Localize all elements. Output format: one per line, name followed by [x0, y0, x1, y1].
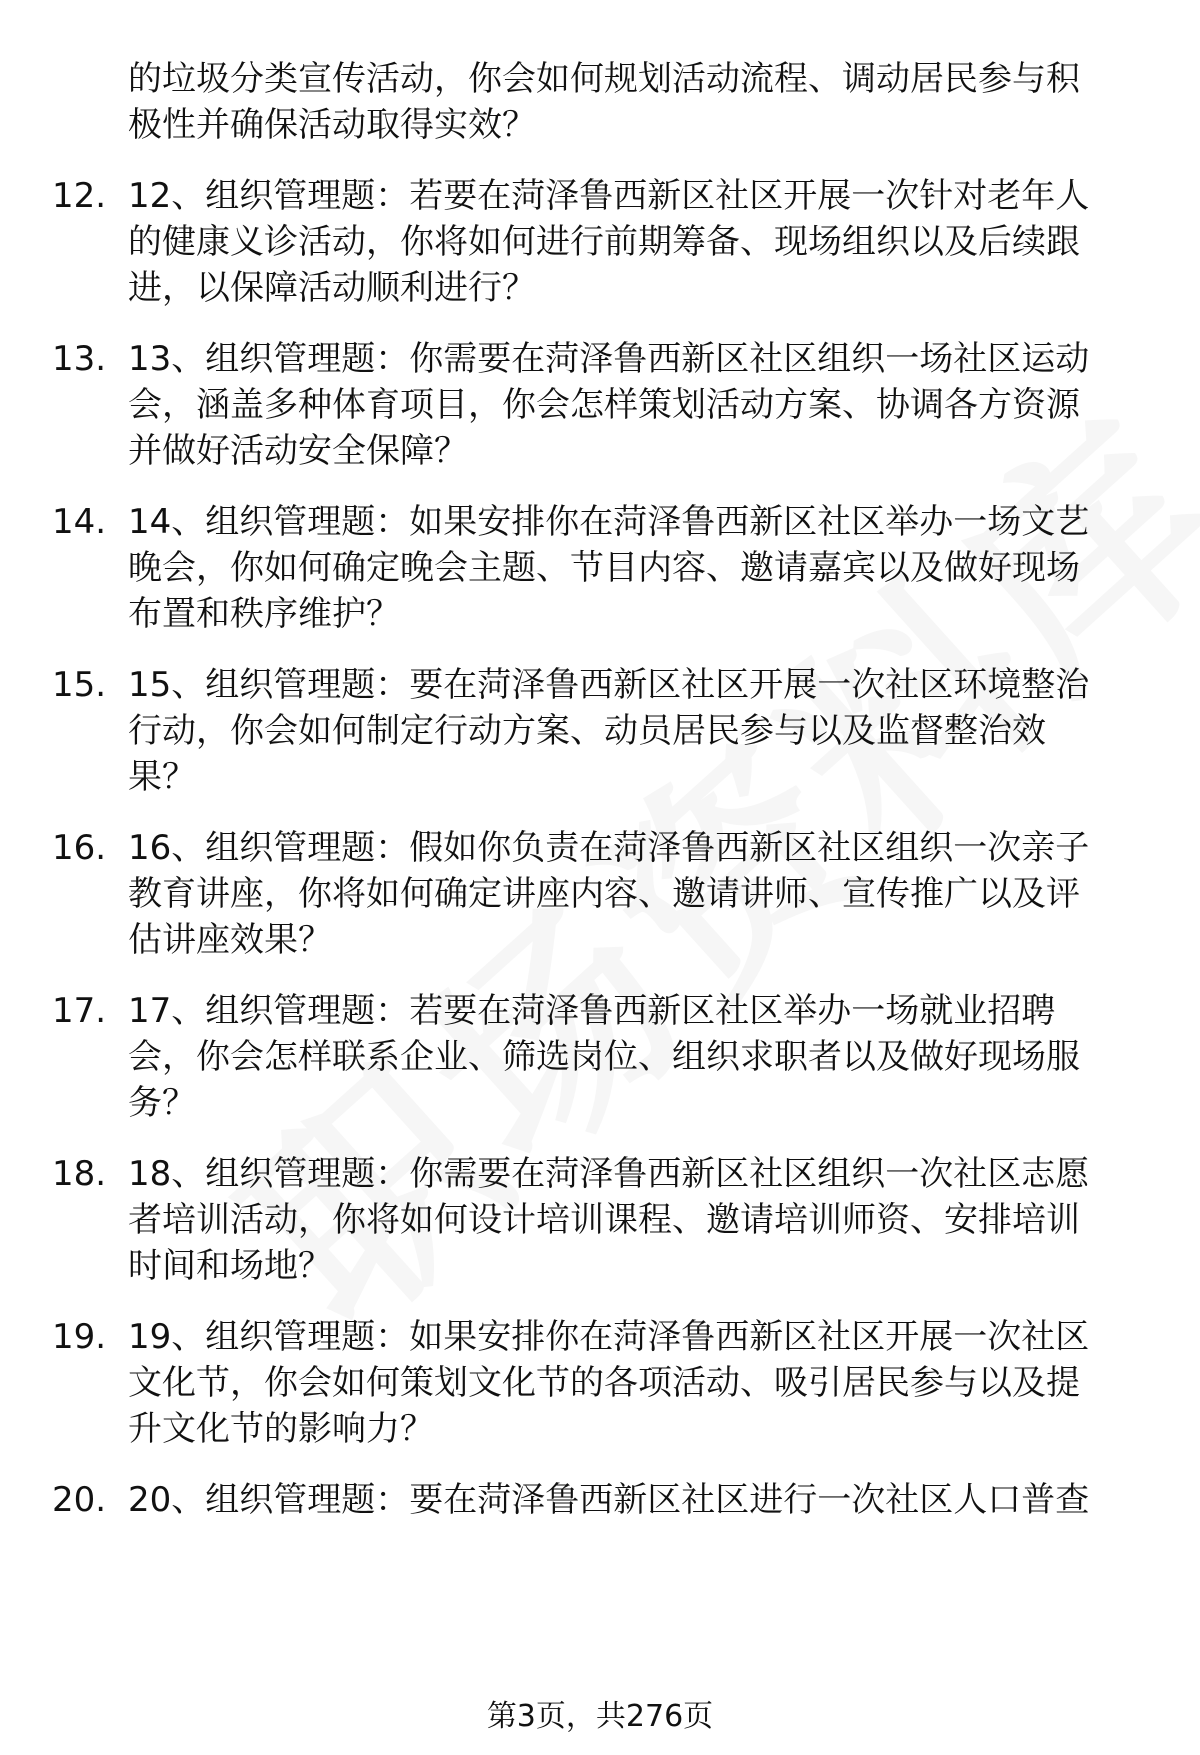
- continuation-line: 极性并确保活动取得实效？: [128, 105, 536, 145]
- question-line: 布置和秩序维护？: [128, 594, 400, 634]
- question-number: 13.: [52, 339, 107, 379]
- question-line: 教育讲座，你将如何确定讲座内容、邀请讲师、宣传推广以及评: [128, 874, 1080, 914]
- question-line: 18、组织管理题：你需要在菏泽鲁西新区社区组织一次社区志愿: [128, 1154, 1090, 1194]
- question-line: 的健康义诊活动，你将如何进行前期筹备、现场组织以及后续跟: [128, 222, 1080, 262]
- question-line: 15、组织管理题：要在菏泽鲁西新区社区开展一次社区环境整治: [128, 665, 1090, 705]
- question-line: 20、组织管理题：要在菏泽鲁西新区社区进行一次社区人口普查: [128, 1480, 1090, 1520]
- question-line: 行动，你会如何制定行动方案、动员居民参与以及监督整治效: [128, 711, 1046, 751]
- question-line: 文化节，你会如何策划文化节的各项活动、吸引居民参与以及提: [128, 1363, 1080, 1403]
- question-line: 16、组织管理题：假如你负责在菏泽鲁西新区社区组织一次亲子: [128, 828, 1090, 868]
- question-line: 14、组织管理题：如果安排你在菏泽鲁西新区社区举办一场文艺: [128, 502, 1090, 542]
- question-line: 务？: [128, 1083, 196, 1123]
- question-line: 会，你会怎样联系企业、筛选岗位、组织求职者以及做好现场服: [128, 1037, 1080, 1077]
- question-line: 会，涵盖多种体育项目，你会怎样策划活动方案、协调各方资源: [128, 385, 1080, 425]
- question-line: 者培训活动，你将如何设计培训课程、邀请培训师资、安排培训: [128, 1200, 1080, 1240]
- question-line: 17、组织管理题：若要在菏泽鲁西新区社区举办一场就业招聘: [128, 991, 1056, 1031]
- question-number: 14.: [52, 502, 107, 542]
- question-line: 估讲座效果？: [128, 920, 332, 960]
- question-line: 并做好活动安全保障？: [128, 431, 468, 471]
- question-number: 15.: [52, 665, 107, 705]
- question-line: 果？: [128, 757, 196, 797]
- page-footer: 第3页，共276页: [486, 1699, 714, 1734]
- question-number: 17.: [52, 991, 107, 1031]
- question-line: 进，以保障活动顺利进行？: [128, 268, 536, 308]
- question-line: 时间和场地？: [128, 1246, 332, 1286]
- question-line: 13、组织管理题：你需要在菏泽鲁西新区社区组织一场社区运动: [128, 339, 1090, 379]
- question-line: 19、组织管理题：如果安排你在菏泽鲁西新区社区开展一次社区: [128, 1317, 1090, 1357]
- question-line: 晚会，你如何确定晚会主题、节目内容、邀请嘉宾以及做好现场: [128, 548, 1080, 588]
- question-number: 20.: [52, 1480, 107, 1520]
- question-line: 12、组织管理题：若要在菏泽鲁西新区社区开展一次针对老年人: [128, 176, 1090, 216]
- question-number: 16.: [52, 828, 107, 868]
- question-number: 12.: [52, 176, 107, 216]
- question-line: 升文化节的影响力？: [128, 1409, 434, 1449]
- question-number: 18.: [52, 1154, 107, 1194]
- continuation-line: 的垃圾分类宣传活动，你会如何规划活动流程、调动居民参与积: [128, 59, 1080, 99]
- question-number: 19.: [52, 1317, 107, 1357]
